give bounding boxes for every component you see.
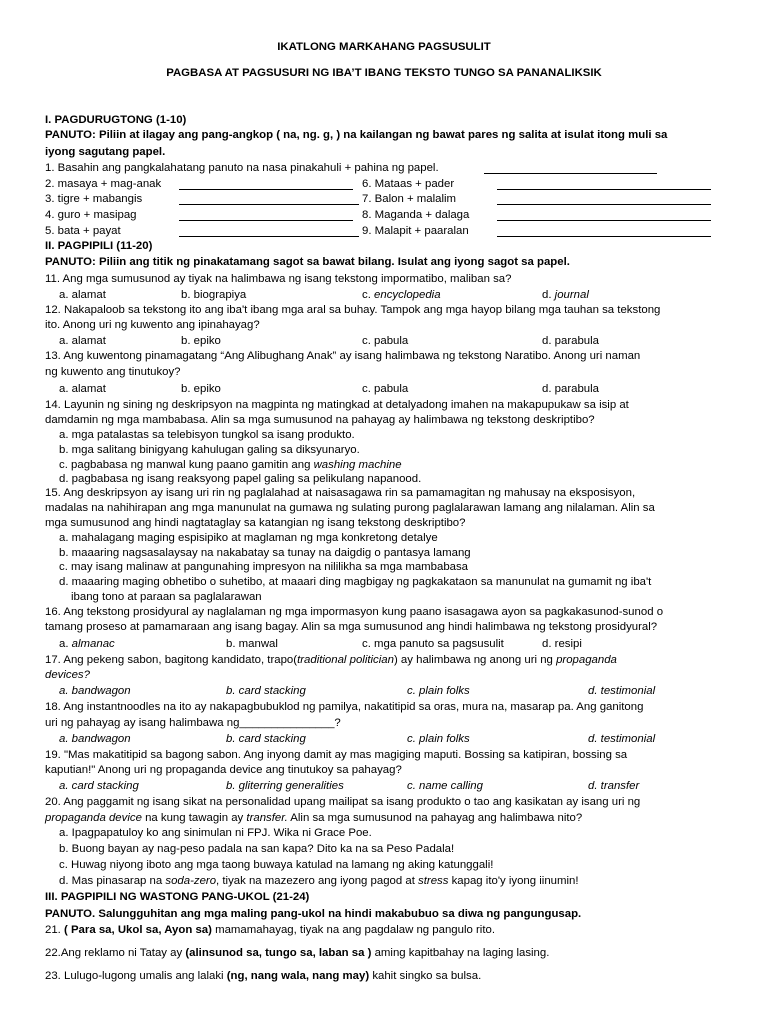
question-18-line2: uri ng pahayag ay isang halimbawa ng_______________? xyxy=(45,717,341,729)
q17-choice-c: c. plain folks xyxy=(407,685,470,697)
q16-choice-d: d. resipi xyxy=(542,638,582,650)
q19-choice-d: d. transfer xyxy=(588,780,640,792)
question-18-line1: 18. Ang instantnoodles na ito ay nakapagbubuklod ng pamilya, nakatitipid sa oras, mura na, masarap pa. Ang ganitong xyxy=(45,701,644,713)
question-19-line2: kaputian!" Anong uri ng propaganda device ang tinutukoy sa pahayag? xyxy=(45,764,402,776)
q19-choice-c: c. name calling xyxy=(407,780,483,792)
question-17-line2: devices? xyxy=(45,669,90,681)
q11-choice-d: d. journal xyxy=(542,289,589,301)
q11-choice-a: a. alamat xyxy=(59,289,106,301)
question-13-line2: ng kuwento ang tinutukoy? xyxy=(45,366,181,378)
question-17-line1: 17. Ang pekeng sabon, bagitong kandidato, trapo(traditional politician) ay halimbawa ng anong uri ng propaganda xyxy=(45,654,617,666)
part2-directions: PANUTO: Piliin ang titik ng pinakatamang sagot sa bawat bilang. Isulat ang iyong sagot sa papel. xyxy=(45,256,570,268)
part1-item-2: 2. masaya + mag-anak xyxy=(45,178,162,190)
q17-choice-b: b. card stacking xyxy=(226,685,306,697)
exam-title: IKATLONG MARKAHANG PAGSUSULIT xyxy=(277,41,491,53)
part1-item-8: 8. Maganda + dalaga xyxy=(362,209,470,221)
question-14-line1: 14. Layunin ng sining ng deskripsyon na magpinta ng matingkad at detalyadong imahen na makapupukaw sa isip at xyxy=(45,399,629,411)
q12-choice-b: b. epiko xyxy=(181,335,221,347)
q19-choice-a: a. card stacking xyxy=(59,780,139,792)
part1-item-1: 1. Basahin ang pangkalahatang panuto na nasa pinakahuli + pahina ng papel. xyxy=(45,162,439,174)
q20-choice-c: c. Huwag niyong iboto ang mga taong buwaya katulad na lamang ng aking katunggali! xyxy=(59,859,494,871)
question-15-line3: mga sumusunod ang hindi nagtataglay sa katangian ng isang tekstong deskriptibo? xyxy=(45,517,466,529)
q17-choice-d: d. testimonial xyxy=(588,685,656,697)
question-15-line1: 15. Ang deskripsyon ay isang uri rin ng paglalahad at naisasagawa rin sa pamamagitan ng mahusay na eksposisyon, xyxy=(45,487,636,499)
q13-choice-d: d. parabula xyxy=(542,383,599,395)
q12-choice-c: c. pabula xyxy=(362,335,409,347)
question-19-line1: 19. "Mas makatitipid sa bagong sabon. Ang inyong damit ay mas magiging maputi. Bossing sa katipiran, bossing sa xyxy=(45,749,628,761)
part1-item-3: 3. tigre + mabangis xyxy=(45,193,143,205)
q11-choice-b: b. biograpiya xyxy=(181,289,247,301)
question-13-line1: 13. Ang kuwentong pinamagatang “Ang Alibughang Anak” ay isang halimbawa ng tekstong Naratibo. Anong uri naman xyxy=(45,350,641,362)
answer-blank-3 xyxy=(179,204,359,205)
q13-choice-b: b. epiko xyxy=(181,383,221,395)
answer-blank-2 xyxy=(179,189,353,190)
q14-choice-b: b. mga salitang binigyang kahulugan galing sa diksyunaryo. xyxy=(59,444,360,456)
q16-choice-c: c. mga panuto sa pagsusulit xyxy=(362,638,504,650)
question-20-line1: 20. Ang paggamit ng isang sikat na personalidad upang mailipat sa isang produkto o tao ang kasikatan ay isang uri ng xyxy=(45,796,641,808)
q14-choice-a: a. mga patalastas sa telebisyon tungkol sa isang produkto. xyxy=(59,429,355,441)
part1-heading: I. PAGDURUGTONG (1-10) xyxy=(45,114,187,126)
answer-blank-9 xyxy=(497,236,711,237)
answer-blank-5 xyxy=(179,236,359,237)
q20-choice-a: a. Ipagpapatuloy ko ang sinimulan ni FPJ. Wika ni Grace Poe. xyxy=(59,827,372,839)
question-22: 22.Ang reklamo ni Tatay ay (alinsunod sa, tungo sa, laban sa ) aming kapitbahay na laging lasing. xyxy=(45,947,550,959)
q20-choice-d: d. Mas pinasarap na soda-zero, tiyak na mazezero ang iyong pagod at stress kapag ito'y iyong iinumin! xyxy=(59,875,579,887)
part1-directions-line1: PANUTO: Piliin at ilagay ang pang-angkop ( na, ng. g, ) na kailangan ng bawat pares ng salita at isulat itong muli sa xyxy=(45,129,668,141)
part2-heading: II. PAGPIPILI (11-20) xyxy=(45,240,153,252)
question-15-line2: madalas na nahihirapan ang mga manunulat na gumawa ng sulating purong paglalarawan lamang ang nilalaman. Alin sa xyxy=(45,502,655,514)
q12-choice-d: d. parabula xyxy=(542,335,599,347)
part3-directions: PANUTO. Salungguhitan ang mga maling pang-ukol na hindi makabubuo sa diwa ng pangungusap. xyxy=(45,908,582,920)
part1-item-4: 4. guro + masipag xyxy=(45,209,137,221)
q19-choice-b: b. gliterring generalities xyxy=(226,780,344,792)
question-16-line2: tamang proseso at pamamaraan ang isang bagay. Alin sa mga sumusunod ang hindi halimbawa ng tekstong prosidyural? xyxy=(45,621,658,633)
q18-choice-c: c. plain folks xyxy=(407,733,470,745)
answer-blank-6 xyxy=(497,189,711,190)
question-14-line2: damdamin ng mga mambabasa. Alin sa mga sumusunod na pahayag ay halimbawa ng tekstong deskriptibo? xyxy=(45,414,595,426)
q15-choice-a: a. mahalagang maging espisipiko at maglaman ng mga konkretong detalye xyxy=(59,532,438,544)
part1-directions-line2: iyong sagutang papel. xyxy=(45,146,166,158)
question-23: 23. Lulugo-lugong umalis ang lalaki (ng, nang wala, nang may) kahit singko sa bulsa. xyxy=(45,970,482,982)
q16-choice-a: a. almanac xyxy=(59,638,115,650)
q20-choice-b: b. Buong bayan ay nag-peso padala na san kapa? Dito ka na sa Peso Padala! xyxy=(59,843,455,855)
answer-blank-8 xyxy=(497,220,711,221)
question-12-line2: ito. Anong uri ng kuwento ang ipinahayag? xyxy=(45,319,260,331)
question-12-line1: 12. Nakapaloob sa tekstong ito ang iba't ibang mga aral sa buhay. Tampok ang mga hayop bilang mga tauhan sa tekstong xyxy=(45,304,661,316)
q18-choice-a: a. bandwagon xyxy=(59,733,131,745)
q16-choice-b: b. manwal xyxy=(226,638,278,650)
q14-choice-d: d. pagbabasa ng isang reaksyong papel galing sa pelikulang napanood. xyxy=(59,473,422,485)
q17-choice-a: a. bandwagon xyxy=(59,685,131,697)
question-20-line2: propaganda device na kung tawagin ay transfer. Alin sa mga sumusunod na pahayag ang halimbawa nito? xyxy=(45,812,583,824)
q15-choice-d-line1: d. maaaring maging obhetibo o suhetibo, at maaari ding magbigay ng pagkakataon sa manunulat na gumamit ng iba't xyxy=(59,576,652,588)
exam-subtitle: PAGBASA AT PAGSUSURI NG IBA’T IBANG TEKSTO TUNGO SA PANANALIKSIK xyxy=(166,67,602,79)
q12-choice-a: a. alamat xyxy=(59,335,106,347)
q18-choice-b: b. card stacking xyxy=(226,733,306,745)
q14-choice-c: c. pagbabasa ng manwal kung paano gamitin ang washing machine xyxy=(59,459,402,471)
question-16-line1: 16. Ang tekstong prosidyural ay naglalaman ng mga impormasyon kung paano isasagawa ayon sa pagkakasunod-sunod o xyxy=(45,606,664,618)
answer-blank-7 xyxy=(497,204,711,205)
answer-blank-4 xyxy=(179,220,353,221)
part3-heading: III. PAGPIPILI NG WASTONG PANG-UKOL (21-24) xyxy=(45,891,310,903)
q15-choice-c: c. may isang malinaw at pangunahing impresyon na nililikha sa mga mambabasa xyxy=(59,561,469,573)
q18-choice-d: d. testimonial xyxy=(588,733,656,745)
part1-item-5: 5. bata + payat xyxy=(45,225,121,237)
question-11: 11. Ang mga sumusunod ay tiyak na halimbawa ng isang tekstong impormatibo, maliban sa? xyxy=(45,273,512,285)
part1-item-9: 9. Malapit + paaralan xyxy=(362,225,469,237)
part1-item-6: 6. Mataas + pader xyxy=(362,178,455,190)
question-21: 21. ( Para sa, Ukol sa, Ayon sa) mamamahayag, tiyak na ang pagdalaw ng pangulo rito. xyxy=(45,924,495,936)
q15-choice-d-line2: ibang tono at paraan sa paglalarawan xyxy=(71,591,262,603)
answer-blank-1 xyxy=(484,173,657,174)
q13-choice-a: a. alamat xyxy=(59,383,106,395)
part1-item-7: 7. Balon + malalim xyxy=(362,193,457,205)
q15-choice-b: b. maaaring nagsasalaysay na nakabatay sa tunay na daigdig o pantasya lamang xyxy=(59,547,471,559)
q11-choice-c: c. encyclopedia xyxy=(362,289,441,301)
q13-choice-c: c. pabula xyxy=(362,383,409,395)
